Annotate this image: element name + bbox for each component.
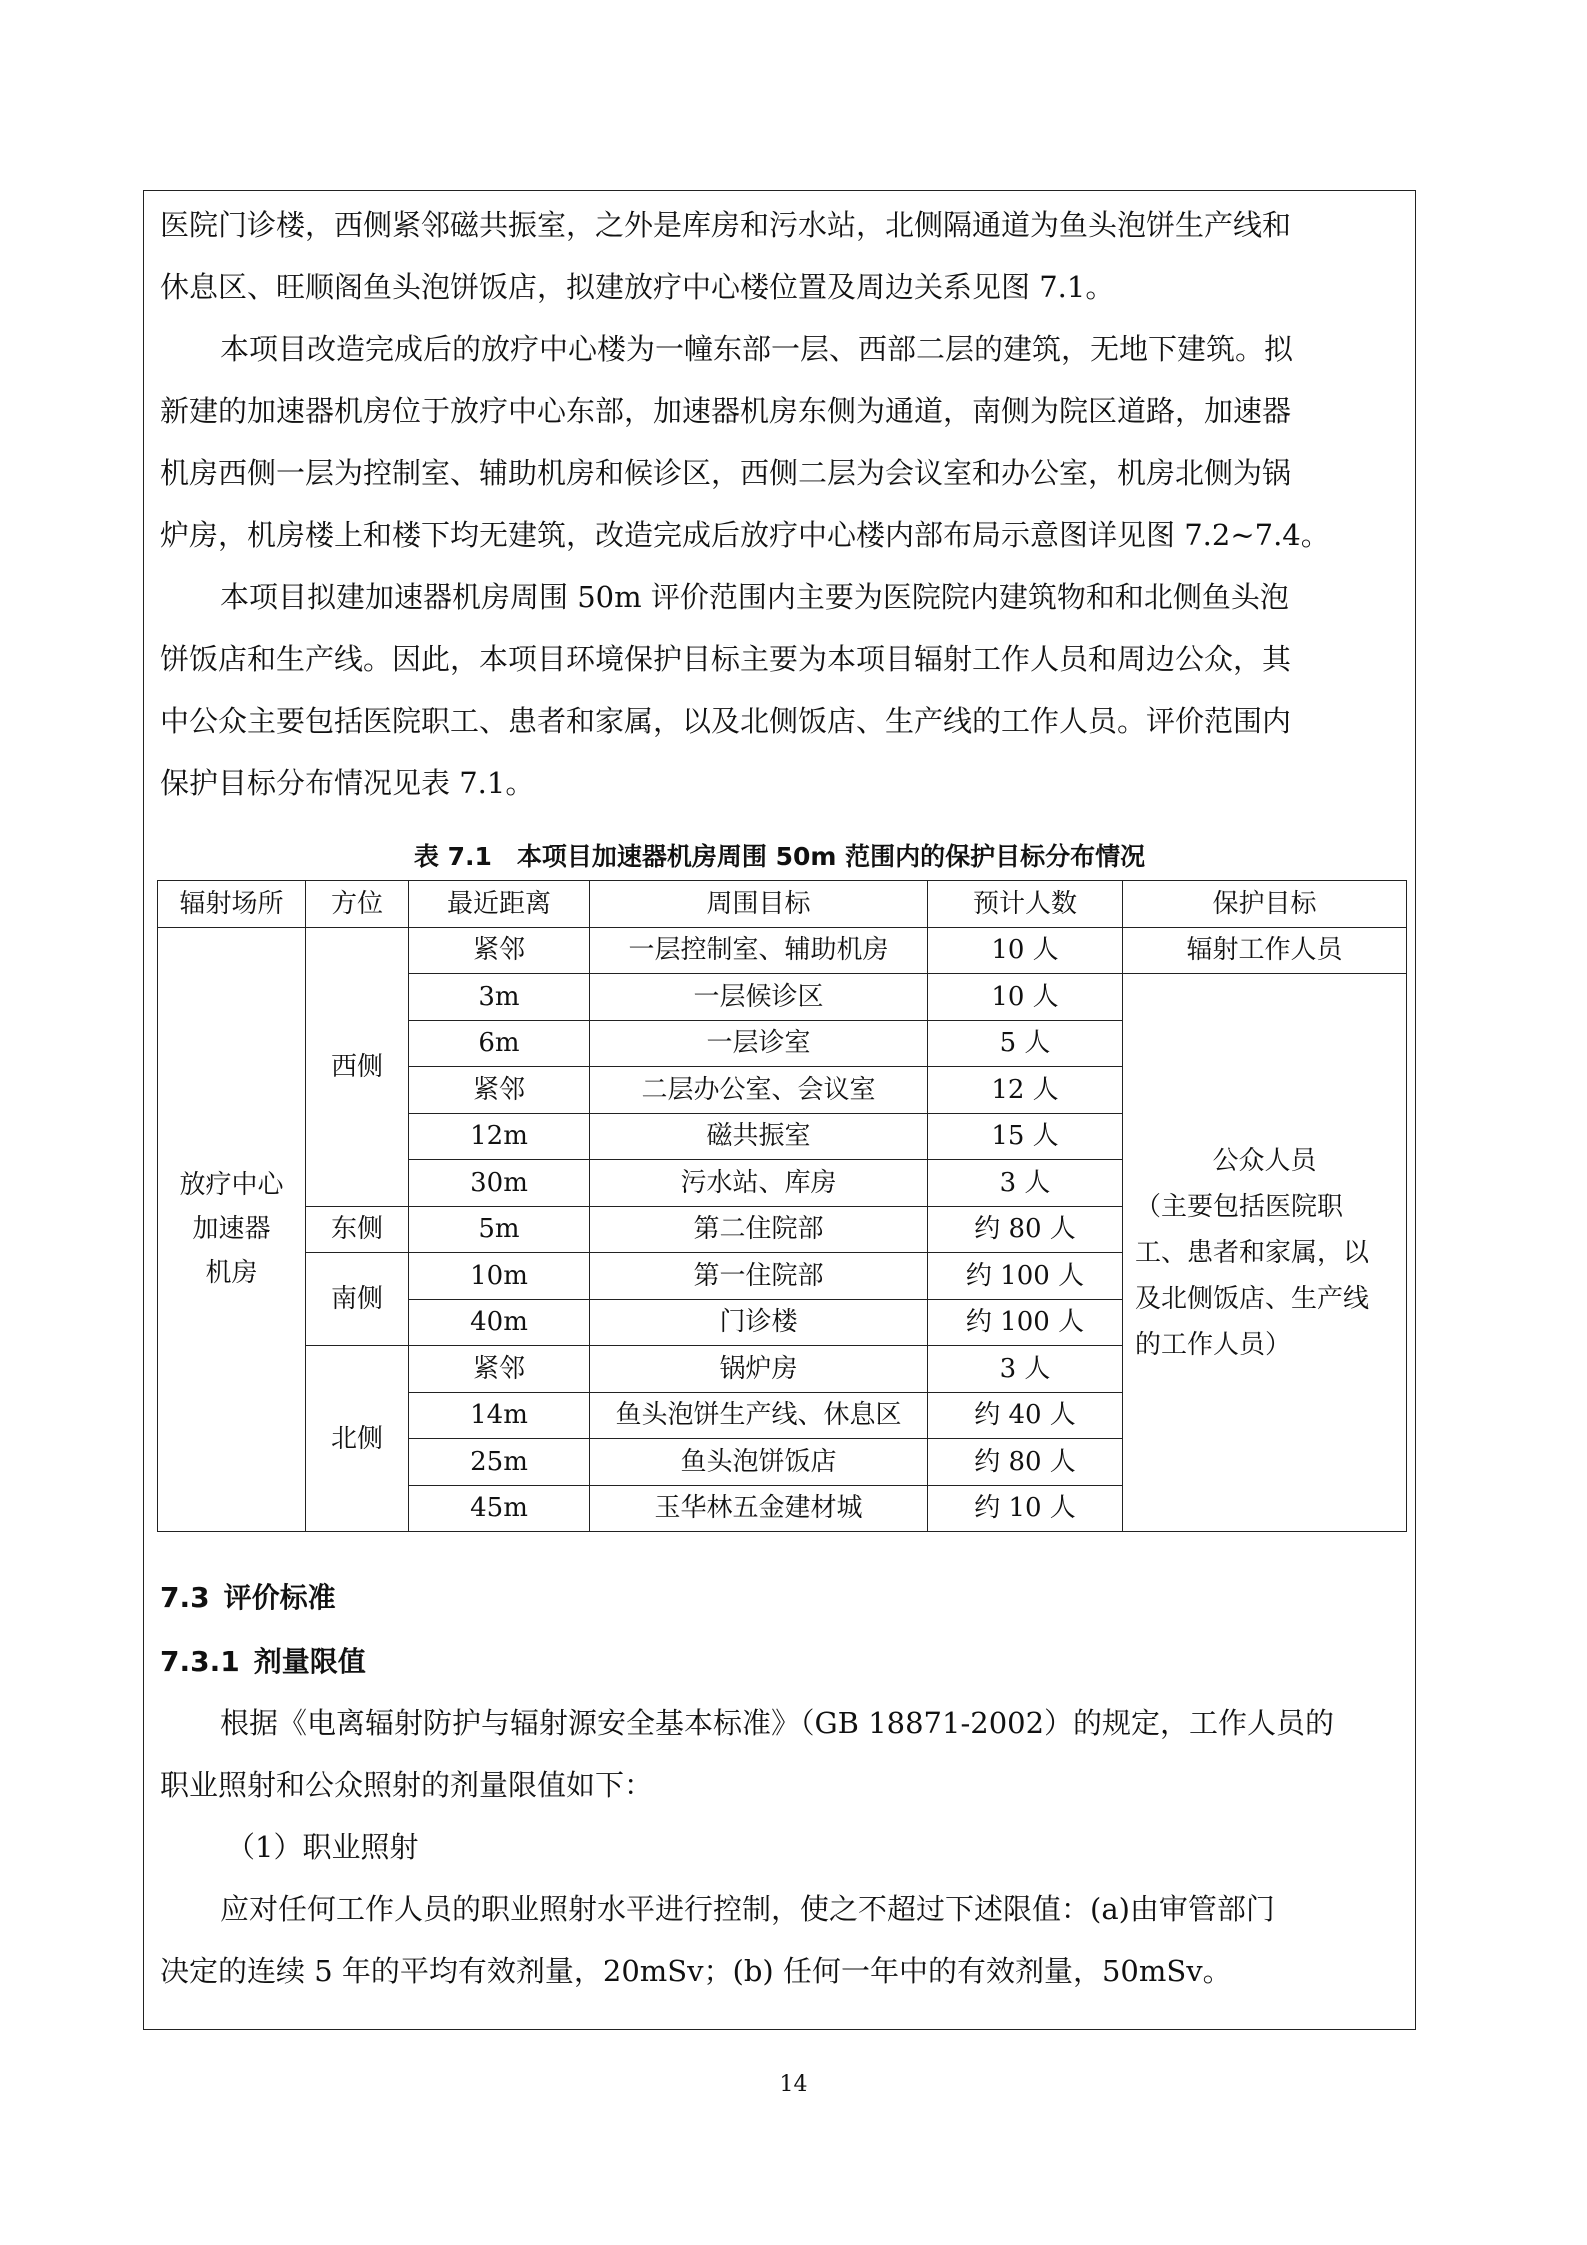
people-cell: 10 人 [928,974,1123,1021]
header-site: 辐射场所 [158,881,306,928]
distance-cell: 紧邻 [409,1346,590,1393]
target-cell: 锅炉房 [590,1346,928,1393]
text-line: 根据《电离辐射防护与辐射源安全基本标准》（GB 18871-2002）的规定，工作人员的 [220,1706,1335,1740]
distance-cell: 12m [409,1113,590,1160]
section-title: 评价标准 [223,1581,336,1614]
header-target: 周围目标 [590,881,928,928]
public-line: 工、患者和家属，以 [1135,1237,1370,1268]
people-cell: 10 人 [928,927,1123,974]
target-cell: 磁共振室 [590,1113,928,1160]
target-cell: 一层控制室、辅助机房 [590,927,928,974]
target-cell: 一层候诊区 [590,974,928,1021]
table-row [158,927,1407,974]
text-line: 休息区、旺顺阁鱼头泡饼饭店，拟建放疗中心楼位置及周边关系见图 7.1。 [160,270,1115,304]
distance-cell: 30m [409,1160,590,1207]
section-heading-7-3-1 [160,1640,366,1680]
direction-east: 东侧 [306,1206,409,1253]
people-cell: 约 100 人 [928,1253,1123,1300]
public-line: 及北侧饭店、生产线 [1135,1283,1370,1314]
distance-cell: 10m [409,1253,590,1300]
text-line: 职业照射和公众照射的剂量限值如下： [160,1768,654,1802]
text-line: 本项目拟建加速器机房周围 50m 评价范围内主要为医院院内建筑物和和北侧鱼头泡 [220,580,1289,614]
section-title: 剂量限值 [253,1645,366,1678]
site-line: 加速器 [192,1214,271,1245]
target-cell: 污水站、库房 [590,1160,928,1207]
target-cell: 第一住院部 [590,1253,928,1300]
site-cell [158,927,306,1532]
people-cell: 5 人 [928,1020,1123,1067]
distance-cell: 3m [409,974,590,1021]
table-caption: 表 7.1 本项目加速器机房周围 50m 范围内的保护目标分布情况 [413,842,1146,871]
paragraph-6 [160,1878,1400,2002]
distance-cell: 45m [409,1485,590,1532]
site-line: 机房 [205,1258,258,1289]
people-cell: 3 人 [928,1160,1123,1207]
text-line: 新建的加速器机房位于放疗中心东部，加速器机房东侧为通道，南侧为院区道路，加速器 [160,394,1292,428]
people-cell: 约 100 人 [928,1299,1123,1346]
direction-south: 南侧 [306,1253,409,1346]
distance-cell: 6m [409,1020,590,1067]
header-direction: 方位 [306,881,409,928]
header-people: 预计人数 [928,881,1123,928]
direction-north: 北侧 [306,1346,409,1532]
section-heading-7-3 [160,1576,336,1616]
target-cell: 玉华林五金建材城 [590,1485,928,1532]
people-cell: 12 人 [928,1067,1123,1114]
people-cell: 约 80 人 [928,1439,1123,1486]
paragraph-1 [160,194,1400,318]
paragraph-3 [160,566,1400,814]
section-number: 7.3 [160,1581,210,1614]
header-protect: 保护目标 [1123,881,1407,928]
section-number: 7.3.1 [160,1645,240,1678]
text-line: 应对任何工作人员的职业照射水平进行控制，使之不超过下述限值：(a)由审管部门 [220,1892,1275,1926]
table-header-row [158,881,1407,928]
distance-cell: 5m [409,1206,590,1253]
people-cell: 约 40 人 [928,1392,1123,1439]
direction-west: 西侧 [306,927,409,1206]
text-line: 中公众主要包括医院职工、患者和家属，以及北侧饭店、生产线的工作人员。评价范围内 [160,704,1292,738]
target-cell: 二层办公室、会议室 [590,1067,928,1114]
people-cell: 约 10 人 [928,1485,1123,1532]
paragraph-5 [160,1816,1400,1878]
text-line: （1）职业照射 [226,1830,419,1864]
text-line: 医院门诊楼，西侧紧邻磁共振室，之外是库房和污水站，北侧隔通道为鱼头泡饼生产线和 [160,208,1292,242]
public-line: 公众人员 [1212,1145,1317,1176]
protect-worker-cell: 辐射工作人员 [1123,927,1407,974]
distance-cell: 紧邻 [409,927,590,974]
protect-public-cell [1123,974,1407,1532]
people-cell: 3 人 [928,1346,1123,1393]
people-cell: 15 人 [928,1113,1123,1160]
target-cell: 门诊楼 [590,1299,928,1346]
distance-cell: 40m [409,1299,590,1346]
paragraph-2 [160,318,1400,566]
distance-cell: 14m [409,1392,590,1439]
target-cell: 一层诊室 [590,1020,928,1067]
protection-target-table [157,880,1407,1532]
text-line: 饼饭店和生产线。因此，本项目环境保护目标主要为本项目辐射工作人员和周边公众，其 [160,642,1292,676]
people-cell: 约 80 人 [928,1206,1123,1253]
page-number: 14 [779,2072,808,2097]
header-distance: 最近距离 [409,881,590,928]
paragraph-4 [160,1692,1400,1816]
text-line: 炉房，机房楼上和楼下均无建筑，改造完成后放疗中心楼内部布局示意图详见图 7.2~7.4。 [160,518,1330,552]
target-cell: 第二住院部 [590,1206,928,1253]
public-line: （主要包括医院职 [1135,1191,1344,1222]
distance-cell: 紧邻 [409,1067,590,1114]
text-line: 本项目改造完成后的放疗中心楼为一幢东部一层、西部二层的建筑，无地下建筑。拟 [220,332,1294,366]
text-line: 决定的连续 5 年的平均有效剂量，20mSv；(b) 任何一年中的有效剂量，50mSv。 [160,1954,1232,1988]
public-line: 的工作人员） [1135,1329,1292,1360]
site-line: 放疗中心 [179,1170,284,1201]
target-cell: 鱼头泡饼饭店 [590,1439,928,1486]
target-cell: 鱼头泡饼生产线、休息区 [590,1392,928,1439]
distance-cell: 25m [409,1439,590,1486]
text-line: 保护目标分布情况见表 7.1。 [160,766,535,800]
text-line: 机房西侧一层为控制室、辅助机房和候诊区，西侧二层为会议室和办公室，机房北侧为锅 [160,456,1292,490]
